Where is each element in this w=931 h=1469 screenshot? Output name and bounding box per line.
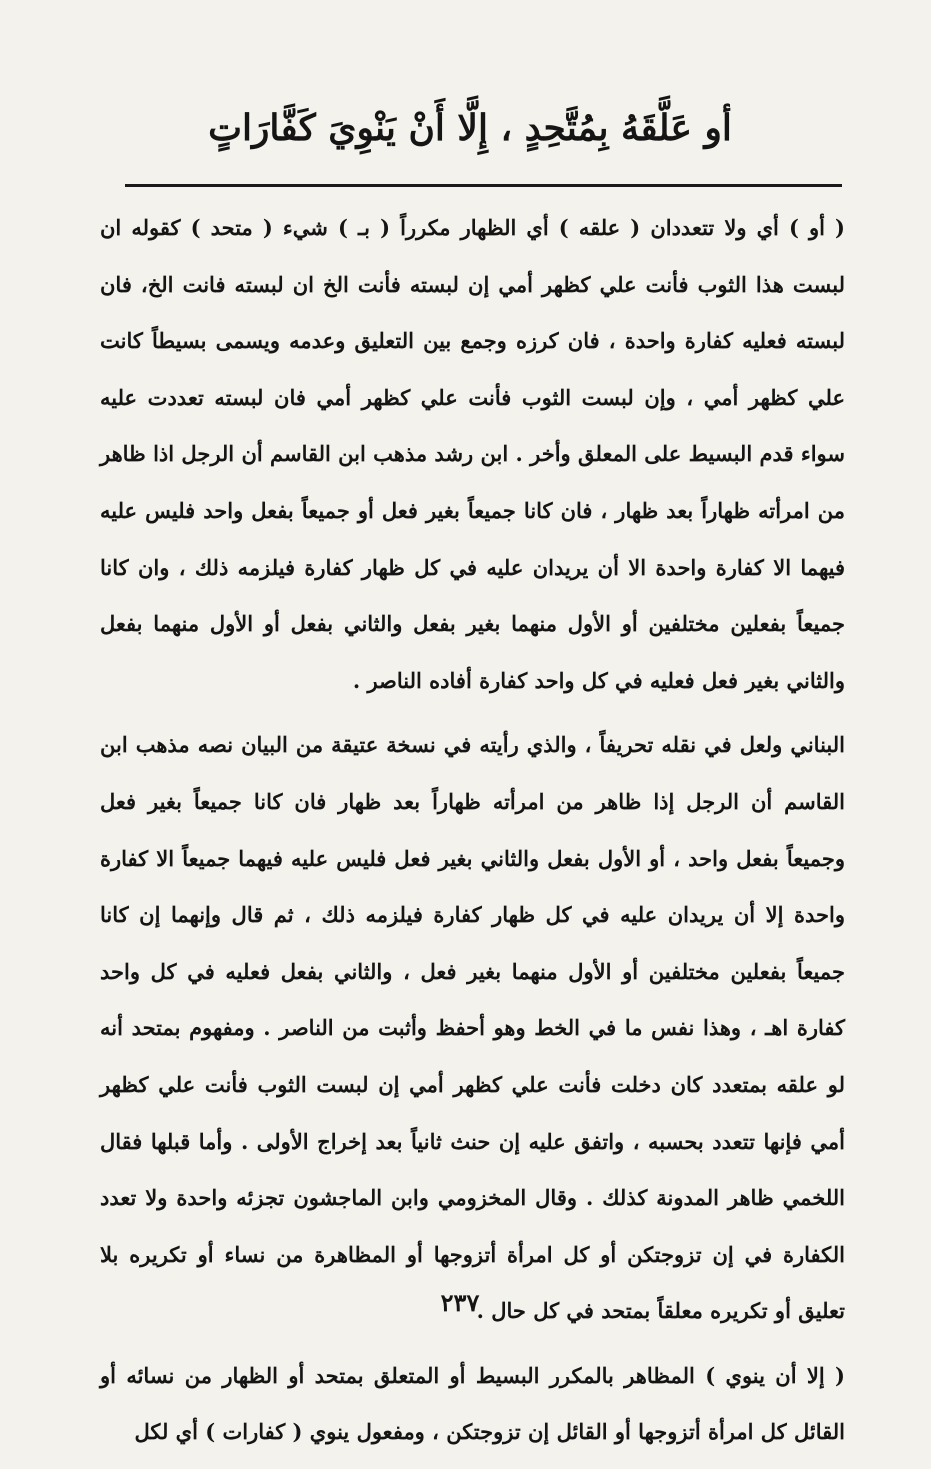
page-heading: أو عَلَّقَهُ بِمُتَّحِدٍ ، إِلَّا أَنْ يَنْوِيَ كَفَّارَاتٍ bbox=[208, 107, 732, 149]
paragraph-1: ( أو ) أي ولا تتعددان ( علقه ) أي الظهار مكرراً ( بـ ) شيء ( متحد ) كقوله ان لبست هذا الثوب فأنت علي كظهر أمي إن لبسته فأنت الخ ان لبسته فانت الخ، فان لبسته فعليه كفارة واحدة ، فان كرزه وجمع بين التعليق وعدمه ويسمى بسيطاً كانت علي كظهر أمي ، وإن لبست الثوب فأنت علي كظهر أمي فان لبسته تعددت عليه سواء قدم البسيط على المعلق وأخر . ابن رشد مذهب ابن القاسم أن الرجل اذا ظاهر من امرأته ظهاراً بعد ظهار ، فان كانا جميعاً بغير فعل أو جميعاً بفعل واحد فليس عليه فيهما الا كفارة واحدة الا أن يريدان عليه في كل ظهار كفارة فيلزمه ذلك ، وان كانا جميعاً بفعلين مختلفين أو الأول منهما بغير بفعل والثاني بفعل أو الأول منهما بفعل والثاني بغير فعل فعليه في كل واحد كفارة أفاده الناصر . bbox=[100, 215, 845, 693]
heading-divider bbox=[125, 184, 842, 187]
body-text bbox=[100, 200, 845, 1469]
paragraph-2: البناني ولعل في نقله تحريفاً ، والذي رأيته في نسخة عتيقة من البيان نصه مذهب ابن القاسم أن الرجل إذا ظاهر من امرأته ظهاراً بعد ظهار فان كانا جميعاً بغير فعل وجميعاً بفعل واحد ، أو الأول بفعل والثاني بغير فعل فليس عليه فيهما جميعاً الا كفارة واحدة إلا أن يريدان عليه في كل ظهار كفارة فيلزمه ذلك ، ثم قال وإنهما إن كانا جميعاً بفعلين مختلفين أو الأول منهما بغير فعل ، والثاني بفعل فعليه في كل واحد كفارة اهـ ، وهذا نفس ما في الخط وهو أحفظ وأثبت من الناصر . ومفهوم بمتحد أنه لو علقه بمتعدد كان دخلت فأنت علي كظهر أمي إن لبست الثوب فأنت علي كظهر أمي فإنها تتعدد بحسبه ، واتفق عليه إن حنث ثانياً بعد إخراج الأولى . وأما قبلها فقال اللخمي ظاهر المدونة كذلك . وقال المخزومي وابن الماجشون تجزئه واحدة ولا تعدد الكفارة في إن تزوجتكن أو كل امرأة أتزوجها أو المظاهرة من نساء أو تكريره بلا تعليق أو تكريره معلقاً بمتحد في كل حال . bbox=[100, 732, 845, 1324]
paragraph-3: ( إلا أن ينوي ) المظاهر بالمكرر البسيط أو المتعلق بمتحد أو الظهار من نسائه أو القائل كل امرأة أتزوجها أو القائل إن تزوجتكن ، ومفعول ينوي ( كفارات ) أي لكل bbox=[100, 1362, 845, 1445]
page-number: ٢٣٧ bbox=[440, 1288, 480, 1317]
